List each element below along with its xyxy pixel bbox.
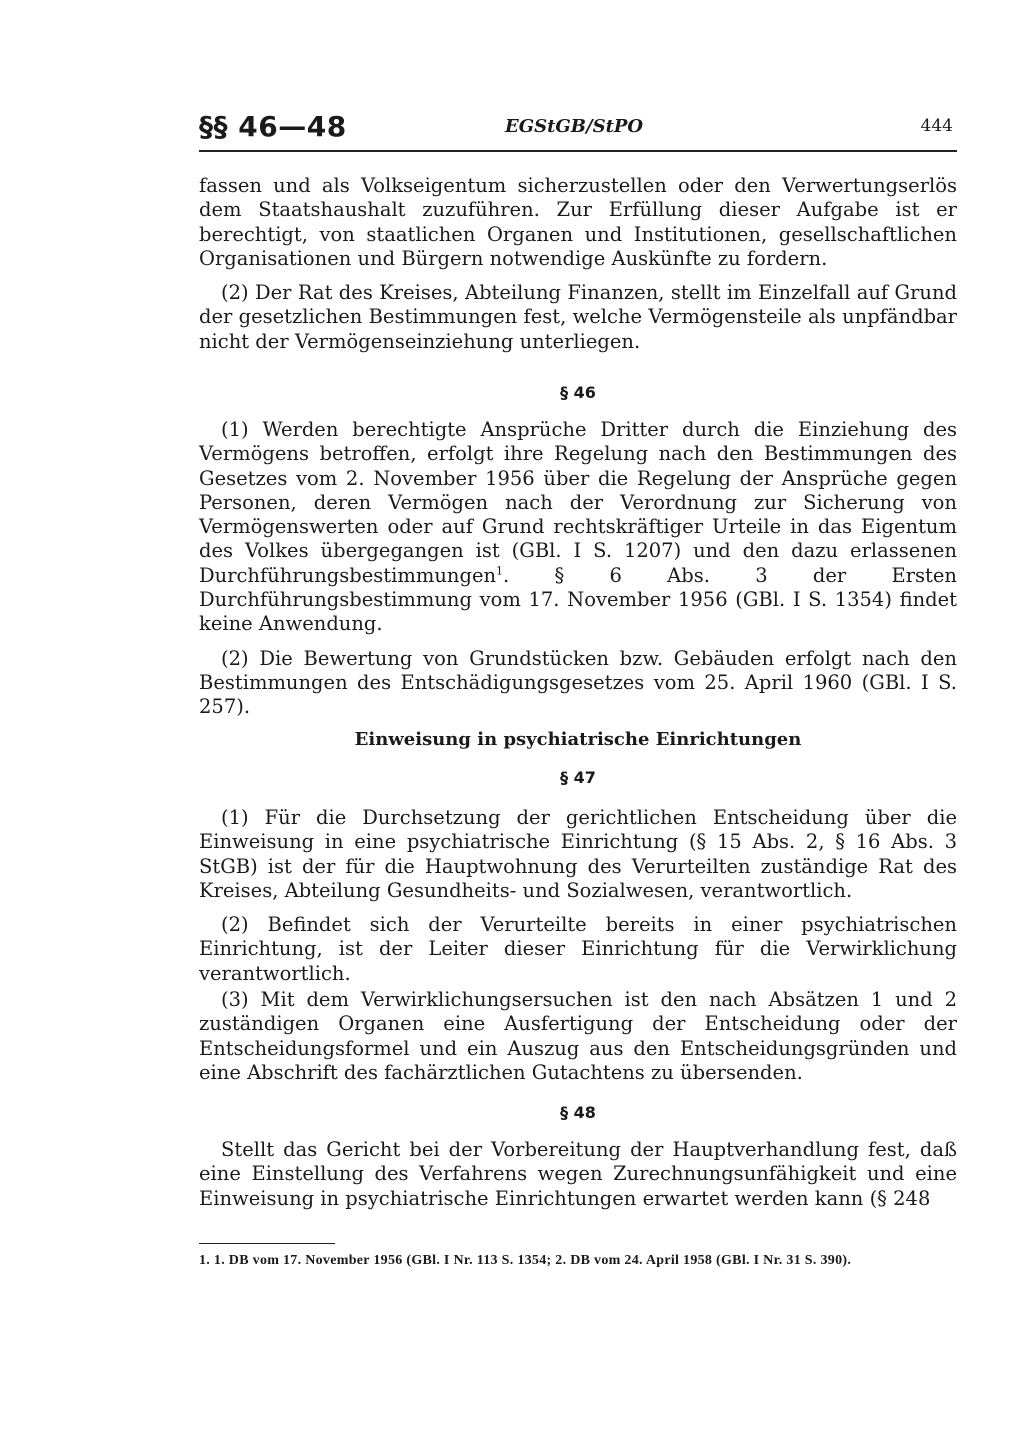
- section-46-paragraph-1: (1) Werden berechtigte Ansprüche Dritter durch die Einziehung des Vermögens betroffen, erfolgt ihre Regelung nach den Bestimmungen des Gesetzes vom 2. November 1956 über die Regelung der Ansprüche gegen Personen, deren Vermögen nach der Verordnung zur Sicherung von Vermögenswerten oder auf Grund rechtskräftiger Urteile in das Eigentum des Volkes übergegangen ist (GBl. I S. 1207) und den dazu erlassenen Durchführungsbestimmungen$^1$. § 6 Abs. 3 der Ersten Durchführungsbestimmung vom 17. November 1956 (GBl. I S. 1354) findet keine Anwendung.: [199, 418, 957, 636]
- section-48-title-block: [199, 1101, 957, 1135]
- running-title: EGStGB/StPO: [505, 116, 644, 137]
- section-47-paragraph-3: (3) Mit dem Verwirklichungsersuchen ist den nach Absätzen 1 und 2 zuständigen Organen eine Ausfertigung der Entscheidung oder der Entscheidungsformel und ein Auszug aus den Entscheidungsgründen und eine Abschrift des fachärztlichen Gutachtens zu übersenden.: [199, 988, 957, 1084]
- header-rule: [199, 150, 957, 152]
- section-47-heading-block: [199, 728, 957, 762]
- section-46-title: § 46: [560, 383, 596, 402]
- intro-text: [199, 174, 957, 364]
- intro-paragraph-2: (2) Der Rat des Kreises, Abteilung Finanzen, stellt im Einzelfall auf Grund der gesetzlichen Bestimmungen fest, welche Vermögensteile als unpfändbar nicht der Vermögenseinziehung unterliegen.: [199, 281, 957, 353]
- intro-paragraph-1: fassen und als Volkseigentum sicherzustellen oder den Verwertungserlös dem Staatshaushalt zuzuführen. Zur Erfüllung dieser Aufgabe ist er berechtigt, von staatlichen Organen und Institutionen, gesellschaftlichen Organisationen und Bürgern notwendige Auskünfte zu fordern.: [199, 174, 957, 270]
- section-47-title: § 47: [560, 768, 596, 787]
- page-number: 444: [920, 116, 953, 136]
- section-46: [199, 381, 957, 415]
- section-46-body: [199, 418, 957, 730]
- section-47-title-block: [199, 766, 957, 800]
- section-48-title: § 48: [560, 1103, 596, 1122]
- section-47-body: [199, 806, 957, 1095]
- section-47-paragraph-1: (1) Für die Durchsetzung der gerichtlichen Entscheidung über die Einweisung in eine psychiatrische Einrichtung (§ 15 Abs. 2, § 16 Abs. 3 StGB) ist der für die Hauptwohnung des Verurteilten zuständige Rat des Kreises, Abteilung Gesundheits- und Sozialwesen, verantwortlich.: [199, 806, 957, 902]
- section-48-paragraph-1: Stellt das Gericht bei der Vorbereitung der Hauptverhandlung fest, daß eine Einstellung des Verfahrens wegen Zurechnungsunfähigkeit und eine Einweisung in psychiatrische Einrichtungen erwartet werden kann (§ 248: [199, 1138, 957, 1210]
- page-header: [199, 110, 957, 146]
- footnote-rule: [199, 1243, 335, 1244]
- footnote: 1. 1. DB vom 17. November 1956 (GBl. I Nr. 113 S. 1354; 2. DB vom 24. April 1958 (GBl. I Nr. 31 S. 390).: [199, 1253, 852, 1268]
- section-46-paragraph-2: (2) Die Bewertung von Grundstücken bzw. Gebäuden erfolgt nach den Bestimmungen des Entschädigungsgesetzes vom 25. April 1960 (GBl. I S. 257).: [199, 646, 957, 719]
- footnote-ref: 1: [496, 564, 504, 578]
- section-48-body: [199, 1138, 957, 1221]
- section-47-heading: Einweisung in psychiatrische Einrichtungen: [354, 729, 802, 750]
- section-range: §§ 46—48: [199, 110, 347, 143]
- section-47-paragraph-2: (2) Befindet sich der Verurteilte bereits in einer psychiatrischen Einrichtung, ist der Leiter dieser Einrichtung für die Verwirklichung verantwortlich.: [199, 913, 957, 985]
